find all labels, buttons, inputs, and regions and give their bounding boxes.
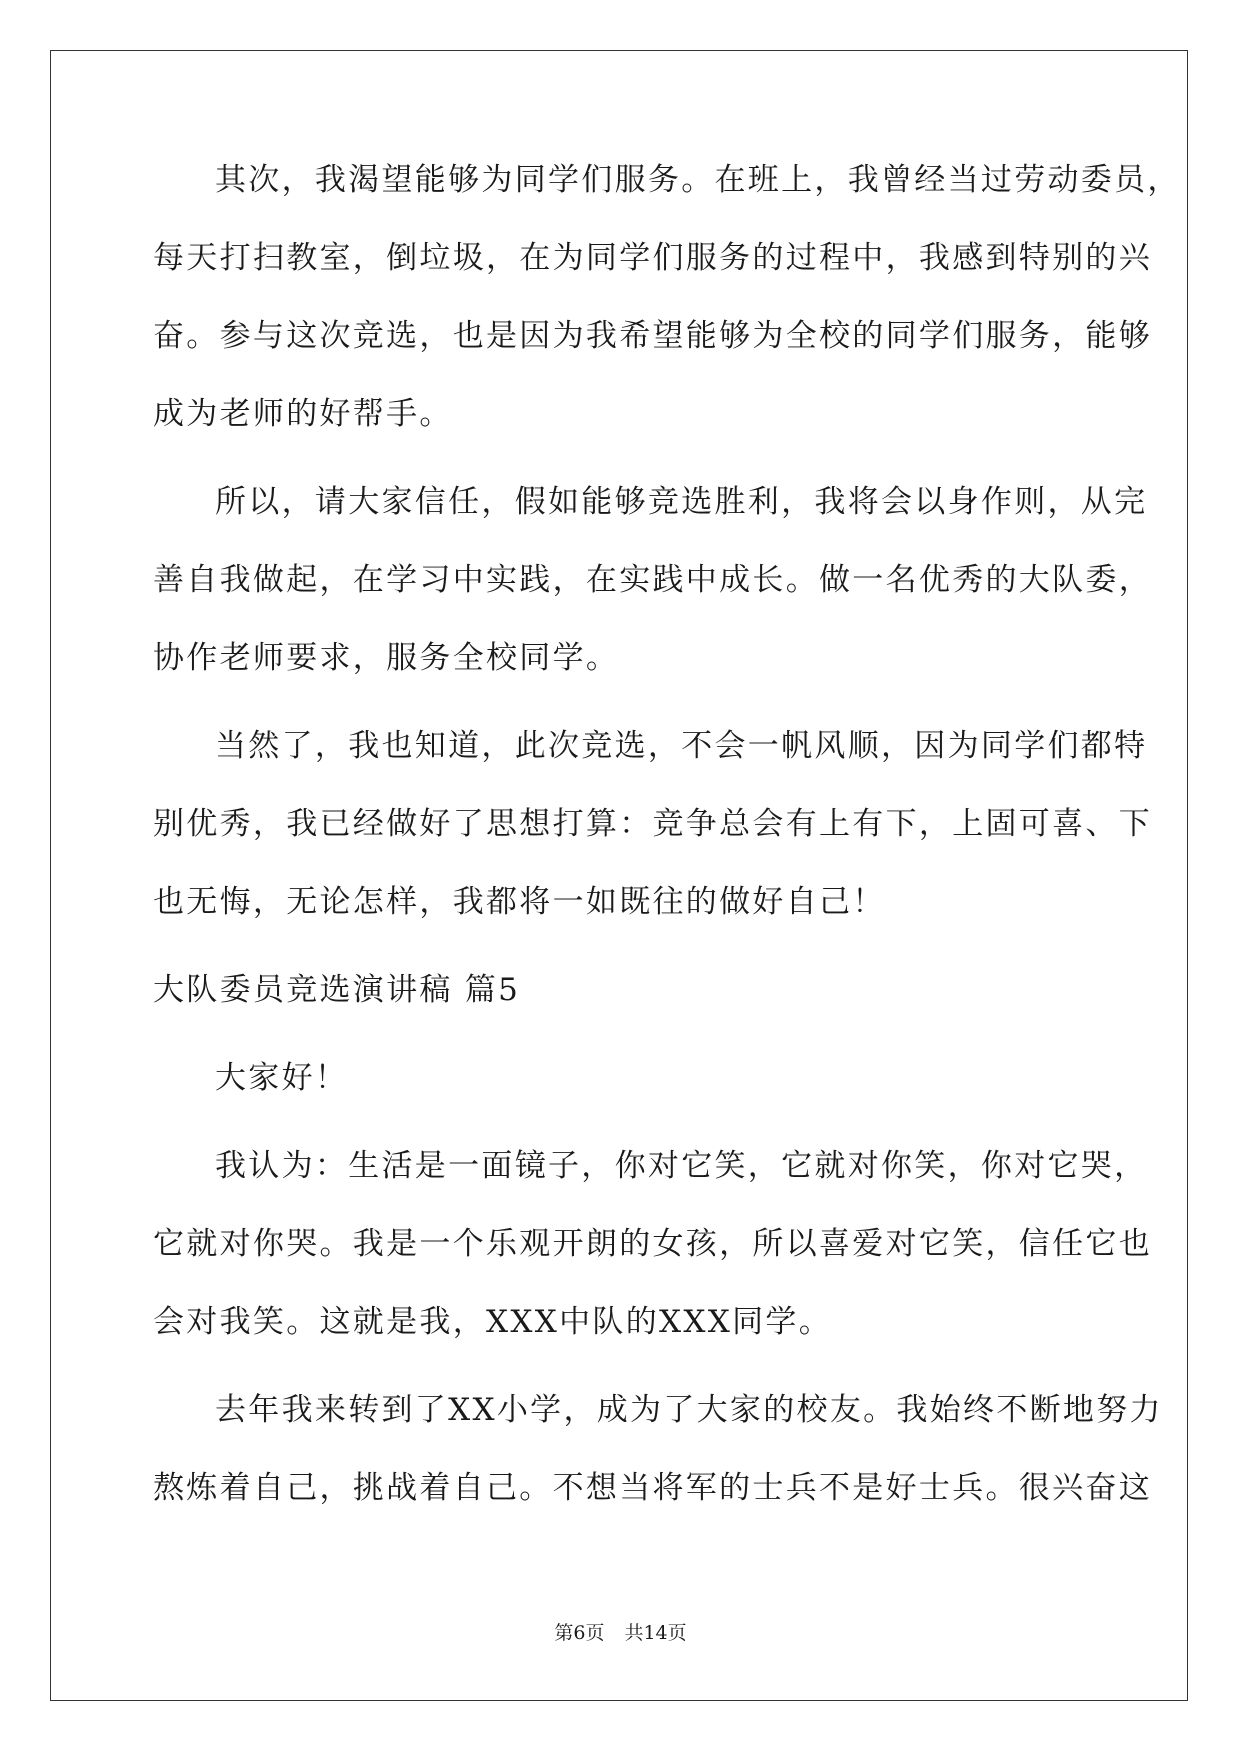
text-line: 奋。参与这次竞选，也是因为我希望能够为全校的同学们服务，能够 (153, 318, 1152, 354)
document-body (153, 160, 1181, 1508)
paragraph (153, 1390, 1163, 1508)
paragraph (153, 1058, 1093, 1098)
text-line: 当然了，我也知道，此次竞选，不会一帆风顺，因为同学们都特 (215, 728, 1148, 764)
text-line: 大家好！ (215, 1060, 349, 1096)
text-line: 熬炼着自己，挑战着自己。不想当将军的士兵不是好士兵。很兴奋这 (153, 1470, 1152, 1506)
paragraph (153, 482, 1152, 678)
current-page-label: 第6页 (554, 1622, 605, 1644)
text-line: 协作老师要求，服务全校同学。 (153, 640, 620, 676)
text-line: 成为老师的好帮手。 (153, 396, 453, 432)
text-line: 别优秀，我已经做好了思想打算：竞争总会有上有下，上固可喜、下 (153, 806, 1152, 842)
text-line: 会对我笑。这就是我，XXX中队的XXX同学。 (153, 1304, 833, 1340)
paragraph (153, 1146, 1152, 1342)
page-footer (0, 1618, 1241, 1645)
total-pages-label: 共14页 (624, 1622, 687, 1644)
text-line: 每天打扫教室，倒垃圾，在为同学们服务的过程中，我感到特别的兴 (153, 240, 1152, 276)
text-line: 善自我做起，在学习中实践，在实践中成长。做一名优秀的大队委， (153, 562, 1152, 598)
text-line: 它就对你哭。我是一个乐观开朗的女孩，所以喜爱对它笑，信任它也 (153, 1226, 1152, 1262)
text-line: 去年我来转到了XX小学，成为了大家的校友。我始终不断地努力 (215, 1392, 1163, 1428)
text-line: 大队委员竞选演讲稿 篇5 (153, 972, 521, 1008)
section-heading (153, 970, 1093, 1010)
paragraph (153, 726, 1152, 922)
paragraph (153, 160, 1181, 434)
text-line: 其次，我渴望能够为同学们服务。在班上，我曾经当过劳动委员， (215, 162, 1181, 198)
text-line: 也无悔，无论怎样，我都将一如既往的做好自己！ (153, 884, 886, 920)
text-line: 所以，请大家信任，假如能够竞选胜利，我将会以身作则，从完 (215, 484, 1148, 520)
text-line: 我认为：生活是一面镜子，你对它笑，它就对你笑，你对它哭， (215, 1148, 1148, 1184)
